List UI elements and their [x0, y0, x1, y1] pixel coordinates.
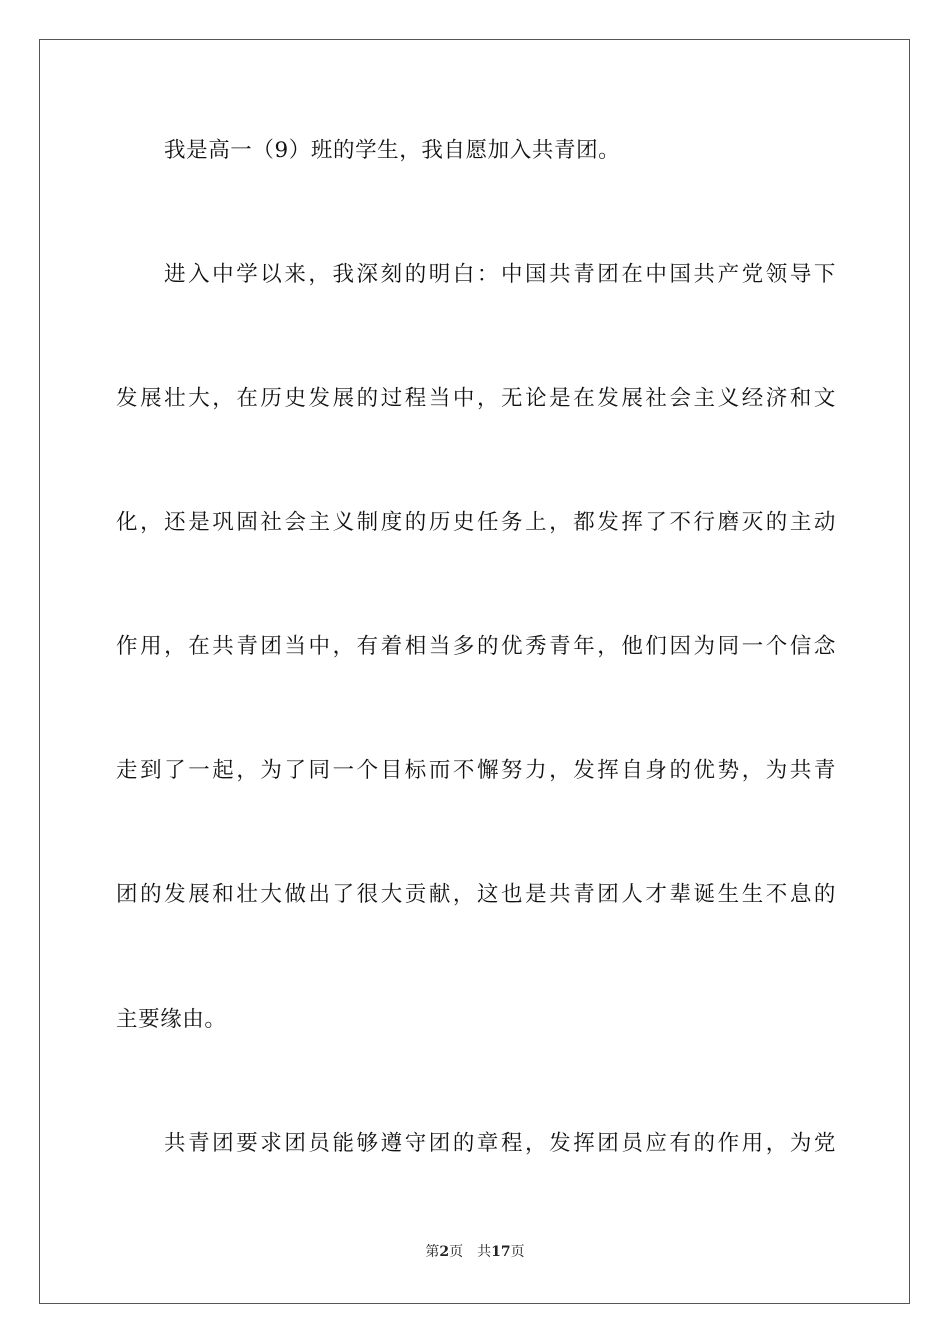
paragraph-2-line-6: 团的发展和壮大做出了很大贡献，这也是共青团人才辈诞生生不息的 [116, 882, 836, 907]
paragraph-2-line-2: 发展壮大，在历史发展的过程当中，无论是在发展社会主义经济和文 [116, 386, 836, 411]
paragraph-2-line-4: 作用，在共青团当中，有着相当多的优秀青年，他们因为同一个信念 [116, 634, 836, 659]
page-footer [0, 1243, 950, 1261]
paragraph-2-line-3: 化，还是巩固社会主义制度的历史任务上，都发挥了不行磨灭的主动 [116, 510, 836, 535]
footer-total-pages: 17 [491, 1244, 511, 1260]
paragraph-1-line-1: 我是高一（9）班的学生，我自愿加入共青团。 [164, 138, 621, 163]
footer-page-prefix: 第 [425, 1244, 440, 1260]
paragraph-3-line-1: 共青团要求团员能够遵守团的章程，发挥团员应有的作用，为党 [164, 1131, 836, 1156]
page-frame [39, 39, 910, 1304]
paragraph-2-line-5: 走到了一起，为了同一个目标而不懈努力，发挥自身的优势，为共青 [116, 758, 836, 783]
footer-page-suffix: 页 [449, 1244, 464, 1260]
footer-total-suffix: 页 [510, 1244, 525, 1260]
paragraph-2-line-1: 进入中学以来，我深刻的明白：中国共青团在中国共产党领导下 [164, 262, 836, 287]
footer-total-prefix: 共 [477, 1244, 492, 1260]
footer-page-number: 2 [439, 1244, 450, 1260]
paragraph-2-line-7: 主要缘由。 [116, 1007, 227, 1032]
